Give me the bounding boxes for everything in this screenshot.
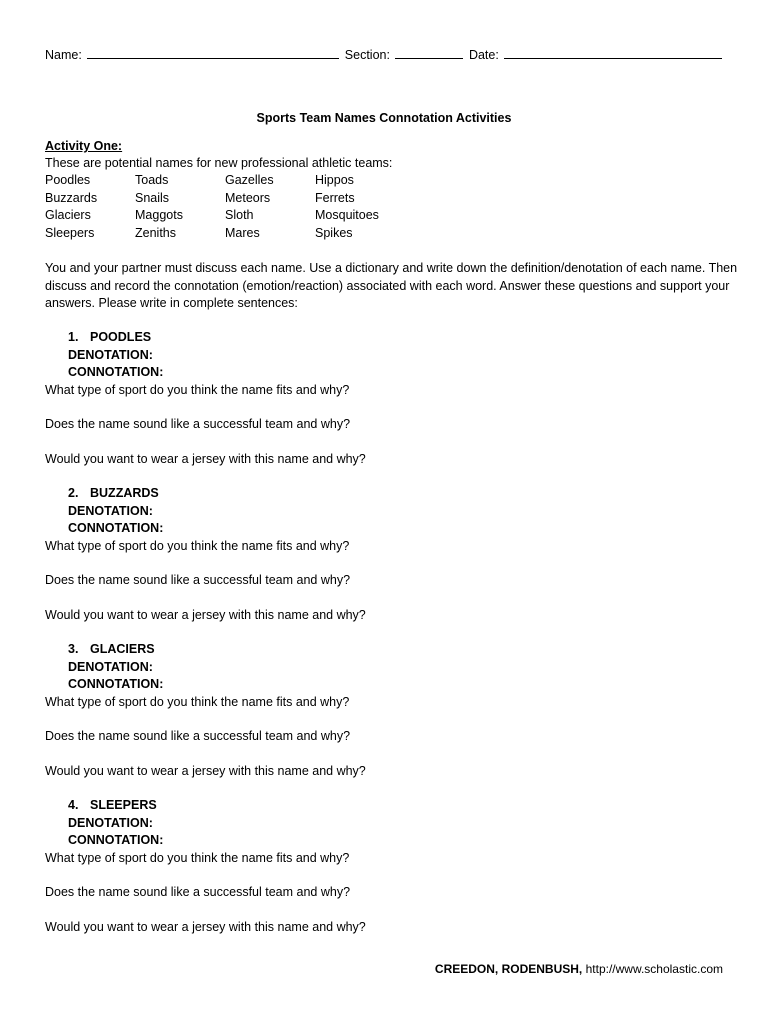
question-term: POODLES: [90, 330, 152, 344]
question-number: 3.: [68, 642, 79, 656]
connotation-label: CONNOTATION:: [68, 677, 164, 691]
page-title: Sports Team Names Connotation Activities: [256, 111, 512, 125]
team-name: Snails: [135, 190, 170, 205]
denotation-label: DENOTATION:: [68, 347, 153, 362]
activity-intro: These are potential names for new professional athletic teams:: [45, 156, 393, 170]
team-name: Sloth: [225, 208, 254, 222]
team-name: Spikes: [315, 225, 353, 240]
success-question: Does the name sound like a successful team and why?: [45, 885, 351, 899]
name-blank[interactable]: [87, 46, 339, 59]
instructions-paragraph: You and your partner must discuss each name. Use a dictionary and write down the definition/denotation of each name. Then discuss and record the connotation (emotion/reaction) associated with each word. Answer these questions and support your answers. Please write in complete sentences:: [45, 261, 738, 310]
question-heading: [68, 329, 745, 347]
team-name: Zeniths: [135, 225, 176, 240]
jersey-question: Would you want to wear a jersey with this name and why?: [45, 607, 366, 622]
success-question: Does the name sound like a successful team and why?: [45, 573, 351, 587]
sport-fit-question: What type of sport do you think the name fits and why?: [45, 694, 350, 709]
denotation-label: DENOTATION:: [68, 659, 153, 674]
connotation-label: CONNOTATION:: [68, 365, 164, 379]
team-name: Sleepers: [45, 225, 95, 240]
date-blank[interactable]: [504, 46, 722, 59]
question-term: BUZZARDS: [90, 486, 159, 500]
team-name: Ferrets: [315, 190, 355, 205]
jersey-question: Would you want to wear a jersey with this name and why?: [45, 451, 366, 466]
success-question: Does the name sound like a successful team and why?: [45, 729, 351, 743]
section-blank[interactable]: [395, 46, 463, 59]
team-name: Meteors: [225, 190, 271, 205]
denotation-label: DENOTATION:: [68, 815, 153, 830]
denotation-label: DENOTATION:: [68, 503, 153, 518]
team-names-grid: [45, 173, 405, 243]
connotation-label: CONNOTATION:: [68, 521, 164, 535]
jersey-question: Would you want to wear a jersey with this name and why?: [45, 763, 366, 778]
question-term: SLEEPERS: [90, 798, 157, 812]
success-question: Does the name sound like a successful team and why?: [45, 417, 351, 431]
question-heading: [68, 797, 745, 815]
student-info-line: [45, 46, 735, 62]
question-number: 1.: [68, 330, 79, 344]
team-name: Glaciers: [45, 208, 91, 222]
team-name: Mares: [225, 225, 260, 240]
question-block: [45, 797, 745, 936]
team-name: Hippos: [315, 173, 354, 187]
question-block: [45, 641, 745, 780]
question-block: [45, 329, 745, 468]
jersey-question: Would you want to wear a jersey with this name and why?: [45, 919, 366, 934]
team-name: Mosquitoes: [315, 208, 379, 222]
team-name: Poodles: [45, 173, 91, 187]
question-number: 2.: [68, 486, 79, 500]
section-label: Section:: [344, 48, 390, 62]
team-name: Maggots: [135, 208, 183, 222]
footer-credit: [435, 962, 723, 976]
activity-heading: Activity One:: [45, 139, 123, 153]
sport-fit-question: What type of sport do you think the name fits and why?: [45, 382, 350, 397]
team-name: Buzzards: [45, 190, 98, 205]
team-name: Gazelles: [225, 173, 274, 187]
question-heading: [68, 485, 745, 503]
name-label: Name:: [45, 48, 82, 62]
date-label: Date:: [468, 48, 499, 62]
sport-fit-question: What type of sport do you think the name fits and why?: [45, 850, 350, 865]
footer-authors: CREEDON, RODENBUSH,: [434, 962, 583, 976]
sport-fit-question: What type of sport do you think the name fits and why?: [45, 538, 350, 553]
footer-url[interactable]: http://www.scholastic.com: [585, 962, 723, 976]
team-name: Toads: [135, 173, 169, 187]
question-heading: [68, 641, 745, 659]
question-block: [45, 485, 745, 624]
question-number: 4.: [68, 798, 79, 812]
connotation-label: CONNOTATION:: [68, 833, 164, 847]
question-term: GLACIERS: [90, 642, 155, 656]
